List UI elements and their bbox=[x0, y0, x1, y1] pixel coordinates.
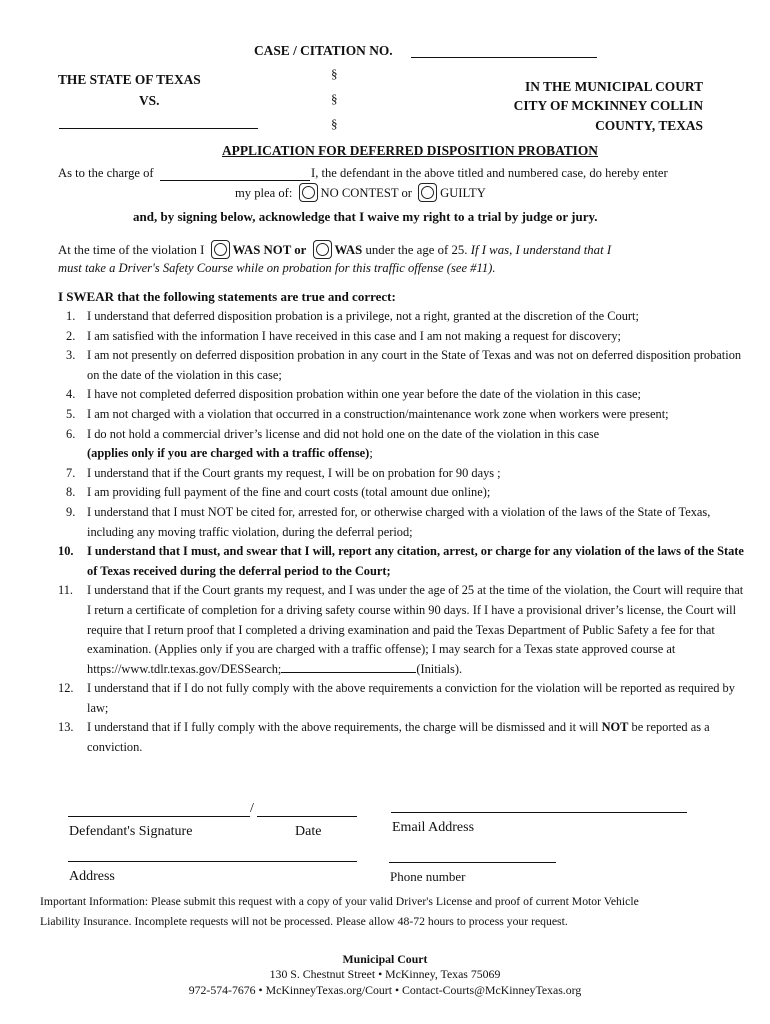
swear-heading: I SWEAR that the following statements are true and correct: bbox=[58, 289, 396, 304]
age-italic-1: If I was, I understand that I bbox=[470, 243, 612, 257]
signature-slash: / bbox=[250, 801, 254, 816]
important-info-line-1: Important Information: Please submit this request with a copy of your valid Driver's License and proof of current Motor Vehicle bbox=[40, 895, 639, 908]
footer-contact: 972-574-7676 • McKinneyTexas.org/Court • Contact-Courts@McKinneyTexas.org bbox=[188, 983, 582, 997]
footer-court-name: Municipal Court bbox=[342, 952, 428, 966]
guilty-checkbox[interactable] bbox=[418, 183, 437, 202]
list-item: 6. I do not hold a commercial driver’s license and did not hold one on the date of the violation in this case (applies only if you are charged with a traffic offense); bbox=[66, 426, 600, 461]
vs-label: VS. bbox=[139, 93, 160, 108]
no-contest-checkbox[interactable] bbox=[299, 183, 318, 202]
list-item: 9. I understand that I must NOT be cited for, arrested for, or otherwise charged with a violation of the laws of the State of Texas, including any moving traffic violation, during the deferral period; bbox=[66, 504, 711, 539]
section-symbol-1: § bbox=[331, 66, 338, 81]
list-item: 7. I understand that if the Court grants my request, I will be on probation for 90 days ; bbox=[66, 465, 501, 480]
charge-prefix: As to the charge of bbox=[58, 166, 154, 180]
no-contest-label: NO CONTEST or bbox=[320, 186, 412, 200]
list-item: 10. I understand that I must, and swear that I will, report any citation, arrest, or charge for any violation of the laws of the State of Texas received during the deferral period to the Court; bbox=[58, 544, 744, 578]
was-not-checkbox[interactable] bbox=[211, 240, 230, 259]
section-symbol-2: § bbox=[331, 91, 338, 106]
phone-label: Phone number bbox=[390, 869, 466, 884]
age-suffix: under the age of 25. bbox=[365, 243, 468, 257]
date-label: Date bbox=[295, 824, 322, 839]
list-item: 12. I understand that if I do not fully comply with the above requirements a conviction for the violation will be reported as required by law; bbox=[58, 681, 735, 715]
phone-field[interactable] bbox=[389, 862, 556, 863]
page-title: APPLICATION FOR DEFERRED DISPOSITION PROBATION bbox=[222, 143, 598, 158]
list-item: 11. I understand that if the Court grants my request, and I was under the age of 25 at the time of the violation, the Court will require that I return a certificate of completion for a driving safety course within 90 days. If I have a provisional driver’s license, the Court will require that I return proof that I completed a driving examination and paid the Texas Department of Public Safety a fee for that examination. (Applies only if you are charged with a traffic offense); I may search for a Texas state approved course at https://www.tdlr.texas.gov/DESSearch; (Initials). bbox=[58, 583, 744, 676]
list-item: 8. I am providing full payment of the fine and court costs (total amount due online); bbox=[66, 485, 491, 500]
statements-list bbox=[56, 307, 746, 758]
court-line-2: CITY OF MCKINNEY COLLIN bbox=[513, 98, 703, 113]
age-italic-2: must take a Driver's Safety Course while on probation for this traffic offense (see #11). bbox=[58, 261, 496, 275]
list-item: 3. I am not presently on deferred disposition probation in any court in the State of Texas and was not on deferred disposition probation on the date of the violation in this case; bbox=[66, 348, 742, 382]
email-field[interactable] bbox=[391, 812, 687, 813]
email-label: Email Address bbox=[392, 820, 475, 835]
charge-suffix: I, the defendant in the above titled and numbered case, do hereby enter bbox=[311, 166, 668, 180]
defendant-name-field[interactable] bbox=[59, 128, 258, 129]
defendant-signature-field[interactable] bbox=[68, 816, 250, 817]
my-plea-label: my plea of: bbox=[235, 186, 293, 200]
list-item: 4. I have not completed deferred disposition probation within one year before the date of the violation in this case; bbox=[66, 387, 641, 402]
date-field[interactable] bbox=[257, 816, 357, 817]
age-prefix: At the time of the violation I bbox=[58, 243, 205, 257]
was-checkbox[interactable] bbox=[313, 240, 332, 259]
address-label: Address bbox=[69, 869, 115, 884]
address-field[interactable] bbox=[68, 861, 357, 862]
important-info-line-2: Liability Insurance. Incomplete requests will not be processed. Please allow 48-72 hours to process your request. bbox=[40, 915, 568, 928]
was-label: WAS bbox=[334, 243, 363, 257]
court-line-3: COUNTY, TEXAS bbox=[595, 118, 703, 133]
was-not-label: WAS NOT or bbox=[232, 243, 307, 257]
list-item: 1. I understand that deferred disposition probation is a privilege, not a right, granted at the discretion of the Court; bbox=[66, 309, 639, 323]
court-line-1: IN THE MUNICIPAL COURT bbox=[525, 79, 703, 94]
list-item: 2. I am satisfied with the information I have received in this case and I am not making a request for discovery; bbox=[66, 328, 622, 343]
case-citation-label: CASE / CITATION NO. bbox=[254, 43, 393, 58]
defendant-signature-label: Defendant's Signature bbox=[69, 824, 193, 839]
case-citation-field[interactable] bbox=[411, 57, 597, 58]
guilty-label: GUILTY bbox=[440, 186, 486, 200]
section-symbol-3: § bbox=[331, 116, 338, 131]
state-of-texas: THE STATE OF TEXAS bbox=[58, 72, 201, 87]
footer-address: 130 S. Chestnut Street • McKinney, Texas 75069 bbox=[269, 967, 501, 981]
list-item: 5. I am not charged with a violation that occurred in a construction/maintenance work zone when workers were present; bbox=[66, 406, 669, 421]
charge-field[interactable] bbox=[160, 180, 310, 181]
plea-row bbox=[235, 183, 486, 202]
list-item: 13. I understand that if I fully comply with the above requirements, the charge will be dismissed and it will NOT be reported as a conviction. bbox=[58, 720, 710, 755]
initials-field[interactable] bbox=[281, 661, 416, 673]
age-row bbox=[58, 240, 611, 259]
waiver-statement: and, by signing below, acknowledge that I waive my right to a trial by judge or jury. bbox=[133, 209, 598, 224]
